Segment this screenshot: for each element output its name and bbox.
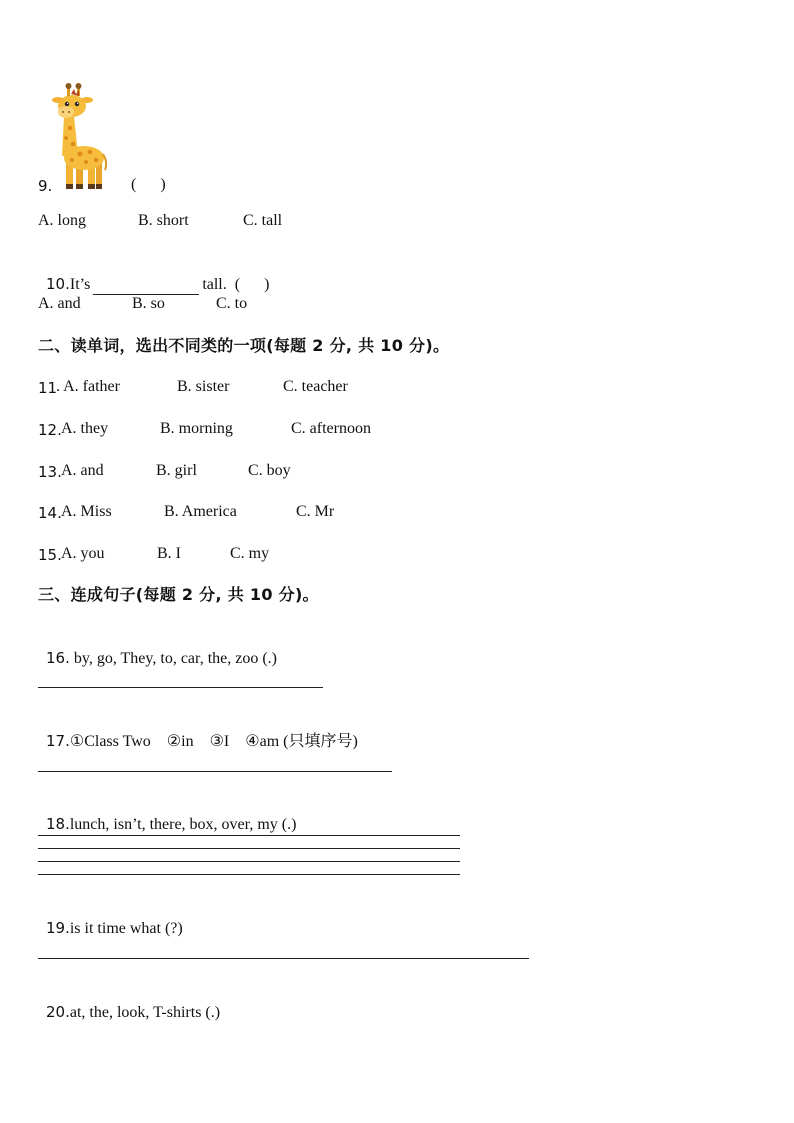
- q19-stem: [38, 898, 183, 939]
- q11-option-a: . A. father: [56, 378, 120, 395]
- q19-text: is it time what (?): [69, 920, 183, 937]
- q10-option-b: B. so: [132, 295, 165, 312]
- q20-number: 20.: [46, 1003, 70, 1021]
- q13-number: 13.: [38, 463, 62, 481]
- q10-text-before: It’s: [69, 276, 91, 293]
- q11-option-c: C. teacher: [283, 378, 348, 395]
- q15-option-b: B. I: [157, 545, 181, 562]
- q14-option-c: C. Mr: [296, 503, 335, 520]
- q17-stem: [38, 711, 358, 752]
- q18-number: 18.: [46, 815, 70, 833]
- q12-number: 12.: [38, 421, 62, 439]
- q14-option-b: B. America: [164, 503, 237, 520]
- q15-option-c: C. my: [230, 545, 270, 562]
- q18-text: lunch, isn’t, there, box, over, my (.): [69, 816, 297, 833]
- q13-option-c: C. boy: [248, 462, 291, 479]
- q12-option-c: C. afternoon: [291, 420, 371, 437]
- q17-text: ①Class Two ②in ③I ④am (只填序号): [69, 733, 358, 750]
- q9-answer-paren: ( ): [131, 176, 166, 193]
- q14-option-a: A. Miss: [61, 503, 112, 520]
- q10-option-c: C. to: [216, 295, 248, 312]
- q20-text: at, the, look, T-shirts (.): [69, 1004, 221, 1021]
- q16-stem: [38, 628, 277, 669]
- q10-number: 10.: [46, 275, 70, 293]
- q12-option-a: A. they: [61, 420, 109, 437]
- q11-option-b: B. sister: [177, 378, 230, 395]
- q18-answer-line-3[interactable]: [38, 861, 460, 862]
- q14-number: 14.: [38, 504, 62, 522]
- section-2-heading: 二、读单词，选出不同类的一项(每题 2 分, 共 10 分)。: [38, 336, 450, 355]
- q10-option-a: A. and: [38, 295, 81, 312]
- q9-number: 9.: [38, 177, 53, 195]
- q17-answer-line[interactable]: [38, 771, 392, 772]
- q18-stem: [38, 794, 296, 835]
- section-3-heading: 三、连成句子(每题 2 分, 共 10 分)。: [38, 585, 319, 604]
- q9-option-a: A. long: [38, 212, 86, 229]
- q16-number: 16.: [46, 649, 70, 667]
- q18-answer-line-1[interactable]: [38, 835, 460, 836]
- q10-text-after: tall. ( ): [202, 276, 270, 293]
- q15-number: 15.: [38, 546, 62, 564]
- q16-text: by, go, They, to, car, the, zoo (.): [69, 650, 278, 667]
- q15-option-a: A. you: [61, 545, 105, 562]
- q12-option-b: B. morning: [160, 420, 233, 437]
- q9-option-b: B. short: [138, 212, 189, 229]
- q9-option-c: C. tall: [243, 212, 283, 229]
- q10-blank: [93, 278, 199, 295]
- q19-number: 19.: [46, 919, 70, 937]
- q13-option-b: B. girl: [156, 462, 197, 479]
- q18-answer-line-4[interactable]: [38, 874, 460, 875]
- q11-number: 11: [38, 379, 58, 397]
- q19-answer-line[interactable]: [38, 958, 529, 959]
- q16-answer-line[interactable]: [38, 687, 323, 688]
- q17-number: 17.: [46, 732, 70, 750]
- q10-stem: [38, 254, 269, 295]
- q18-answer-line-2[interactable]: [38, 848, 460, 849]
- q13-option-a: A. and: [61, 462, 104, 479]
- giraffe-picture: [52, 80, 108, 192]
- q20-stem: [38, 982, 220, 1023]
